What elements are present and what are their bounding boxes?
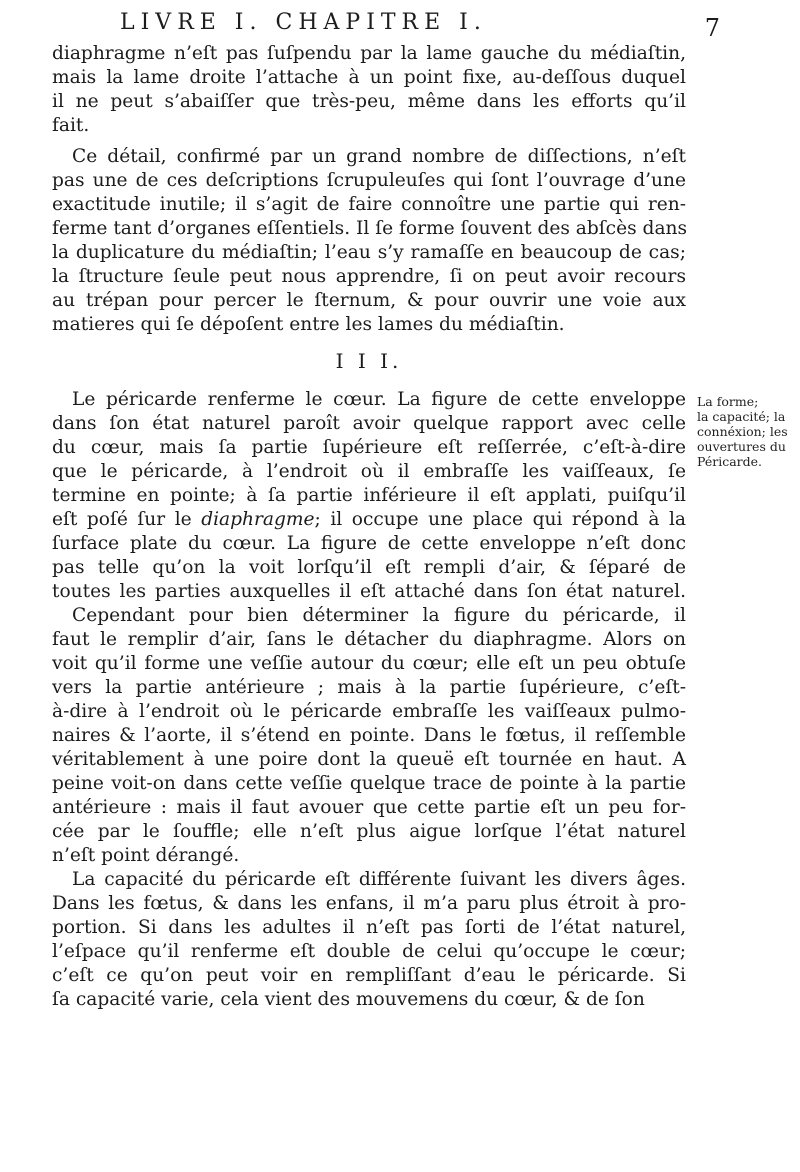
running-head	[120, 10, 720, 42]
text-line: Dans les fœtus, & dans les enfans, il m’a paru plus étroit à pro-	[52, 893, 686, 914]
text-line: antérieure : mais il faut avouer que cette partie eſt un peu for-	[52, 797, 686, 818]
text-line: peine voit-on dans cette veſſie quelque trace de pointe à la partie	[52, 773, 686, 794]
text-line: voit qu’il forme une veſſie autour du cœur; elle eſt un peu obtuſe	[52, 653, 686, 674]
text-line: dans ſon état naturel paroît avoir quelque rapport avec celle	[52, 413, 686, 434]
margin-note-line: connéxion; les	[697, 424, 788, 439]
text-line: Le péricarde renferme le cœur. La figure de cette enveloppe	[72, 389, 686, 410]
text-line: il ne peut s’abaiſſer que très-peu, même dans les efforts qu’il	[52, 91, 686, 112]
text-line: faut le remplir d’air, ſans le détacher du diaphragme. Alors on	[52, 629, 686, 650]
text-line: La capacité du péricarde eſt différente ſuivant les divers âges.	[72, 869, 686, 890]
margin-note-line: ouvertures du	[697, 439, 786, 454]
text-line: termine en pointe; à ſa partie inférieure il eſt applati, puiſqu’il	[52, 485, 686, 506]
margin-note-line: Péricarde.	[697, 454, 763, 469]
text-line	[52, 508, 686, 532]
margin-note	[697, 394, 797, 469]
section-number: I I I.	[335, 349, 403, 373]
margin-note-line: La forme;	[697, 394, 759, 409]
text-line: toutes les parties auxquelles il eſt attaché dans ſon état naturel.	[52, 581, 686, 602]
margin-note-line: la capacité; la	[697, 409, 786, 424]
text-line: ſa capacité varie, cela vient des mouvemens du cœur, & de ſon	[52, 989, 645, 1010]
text-line: que le péricarde, à l’endroit où il embraſſe les vaiſſeaux, ſe	[52, 461, 686, 482]
text-line: Cependant pour bien déterminer la figure du péricarde, il	[72, 605, 686, 626]
text-line: cée par le ſouffle; elle n’eſt plus aigue lorſque l’état naturel	[52, 821, 686, 842]
text-line: matieres qui ſe dépoſent entre les lames du médiaſtin.	[52, 314, 565, 335]
text-line: n’eſt point dérangé.	[52, 845, 240, 866]
text-line: portion. Si dans les adultes il n’eſt pas ſorti de l’état naturel,	[52, 917, 686, 938]
page-number: 7	[704, 14, 720, 42]
text-line: fait.	[52, 115, 90, 136]
text-line: mais la lame droite l’attache à un point fixe, au-deſſous duquel	[52, 67, 686, 88]
text-line: la duplicature du médiaſtin; l’eau s’y ramaſſe en beaucoup de cas;	[52, 242, 686, 263]
text-line: Ce détail, confirmé par un grand nombre de diſſections, n’eſt	[72, 146, 686, 167]
text-line: à-dire à l’endroit où le péricarde embraſſe les vaiſſeaux pulmo-	[52, 701, 686, 722]
italic-term: diaphragme	[201, 509, 315, 530]
text-line: au trépan pour percer le ſternum, & pour ouvrir une voie aux	[52, 290, 686, 311]
text-line: pas une de ces deſcriptions ſcrupuleuſes qui ſont l’ouvrage d’une	[52, 170, 686, 191]
text-line: véritablement à une poire dont la queuë eſt tournée en haut. A	[52, 749, 686, 770]
text-fragment: eſt poſé ſur le	[52, 509, 202, 530]
text-line: diaphragme n’eſt pas ſuſpendu par la lame gauche du médiaſtin,	[52, 43, 686, 64]
text-line: pas telle qu’on la voit lorſqu’il eſt rempli d’air, & ſéparé de	[52, 557, 686, 578]
text-line: vers la partie antérieure ; mais à la partie ſupérieure, c’eſt-	[52, 677, 686, 698]
text-line: du cœur, mais ſa partie ſupérieure eſt reſſerrée, c’eſt-à-dire	[52, 437, 686, 458]
text-line: exactitude inutile; il s’agit de faire connoître une partie qui ren-	[52, 194, 686, 215]
running-title: LIVRE I. CHAPITRE I.	[120, 10, 487, 35]
text-line: ſurface plate du cœur. La figure de cette enveloppe n’eſt donc	[52, 533, 686, 554]
text-line: la ſtructure ſeule peut nous apprendre, ſi on peut avoir recours	[52, 266, 686, 287]
text-line: naires & l’aorte, il s’étend en pointe. Dans le fœtus, il reſſemble	[52, 725, 686, 746]
text-fragment: ; il occupe une place qui répond à la	[314, 509, 686, 530]
text-line: c’eſt ce qu’on peut voir en rempliſſant d’eau le péricarde. Si	[52, 965, 686, 986]
text-line: l’eſpace qu’il renferme eſt double de celui qu’occupe le cœur;	[52, 941, 686, 962]
text-line: ferme tant d’organes eſſentiels. Il ſe forme ſouvent des abſcès dans	[52, 218, 688, 239]
